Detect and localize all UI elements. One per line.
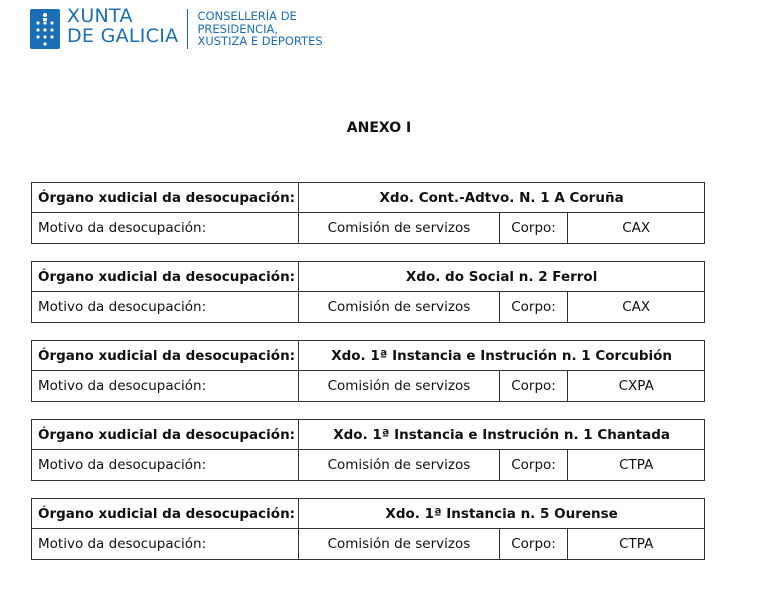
motivo-row [31, 292, 705, 323]
logo-line-2: DE GALICIA [67, 25, 179, 47]
motivo-value: Comisión de servizos [299, 450, 499, 480]
corpo-label: Corpo: [500, 450, 569, 480]
organo-row [31, 261, 705, 292]
motivo-label: Motivo da desocupación: [32, 213, 299, 243]
entry-table [31, 261, 705, 323]
dept-line-1: CONSELLERÍA DE [197, 9, 297, 23]
entry-table [31, 419, 705, 481]
entry-table [31, 498, 705, 560]
motivo-label: Motivo da desocupación: [32, 371, 299, 401]
motivo-row [31, 371, 705, 402]
motivo-row [31, 213, 705, 244]
organo-value: Xdo. 1ª Instancia e Instrución n. 1 Corcubión [331, 347, 672, 364]
organo-label: Órgano xudicial da desocupación: [32, 420, 299, 449]
entry-table [31, 340, 705, 402]
organo-label: Órgano xudicial da desocupación: [32, 341, 299, 370]
organo-row [31, 182, 705, 213]
dept-line-2: PRESIDENCIA, [197, 21, 279, 36]
motivo-value: Comisión de servizos [299, 371, 499, 401]
organo-value: Xdo. Cont.-Adtvo. N. 1 A Coruña [379, 189, 624, 206]
logo-line-1: XUNTA [67, 5, 133, 27]
motivo-value: Comisión de servizos [299, 529, 499, 559]
motivo-row [31, 450, 705, 481]
organo-value: Xdo. 1ª Instancia e Instrución n. 1 Chantada [333, 426, 670, 443]
organo-label: Órgano xudicial da desocupación: [32, 183, 299, 212]
page-title: ANEXO I [346, 120, 412, 136]
corpo-label: Corpo: [500, 371, 569, 401]
corpo-label: Corpo: [500, 292, 569, 322]
xunta-emblem-icon [30, 9, 60, 49]
corpo-value: CAX [622, 220, 651, 236]
header [30, 6, 323, 52]
organo-row [31, 340, 705, 371]
motivo-label: Motivo da desocupación: [32, 292, 299, 322]
corpo-value: CXPA [618, 378, 654, 394]
motivo-row [31, 529, 705, 560]
motivo-label: Motivo da desocupación: [32, 450, 299, 480]
organo-label: Órgano xudicial da desocupación: [32, 262, 299, 291]
department-name [197, 10, 322, 48]
corpo-value: CAX [622, 299, 651, 315]
corpo-label: Corpo: [500, 213, 569, 243]
organo-row [31, 419, 705, 450]
motivo-label: Motivo da desocupación: [32, 529, 299, 559]
organo-value: Xdo. do Social n. 2 Ferrol [405, 268, 598, 285]
organo-row [31, 498, 705, 529]
organo-value: Xdo. 1ª Instancia n. 5 Ourense [385, 505, 618, 522]
dept-line-3: XUSTIZA E DEPORTES [197, 34, 323, 48]
motivo-value: Comisión de servizos [299, 292, 499, 322]
corpo-value: CTPA [619, 536, 654, 552]
motivo-value: Comisión de servizos [299, 213, 499, 243]
logo-separator [187, 9, 188, 49]
entry-table [31, 182, 705, 244]
corpo-label: Corpo: [500, 529, 569, 559]
organo-label: Órgano xudicial da desocupación: [32, 499, 299, 528]
corpo-value: CTPA [619, 457, 654, 473]
logo-text [67, 6, 178, 46]
